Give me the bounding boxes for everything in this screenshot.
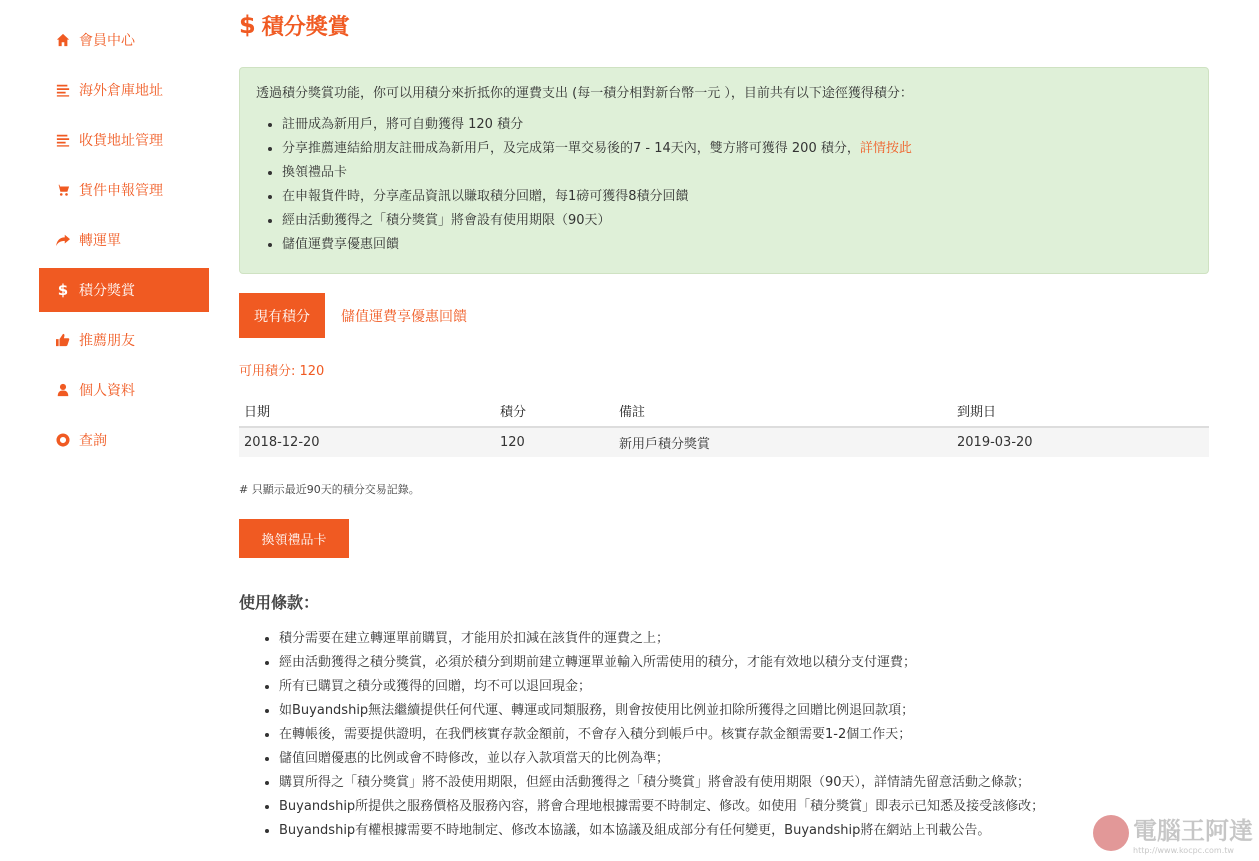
cart-icon [55, 182, 71, 198]
terms-list [279, 627, 1209, 843]
list-item: • 在轉帳後，需要提供證明，在我們核實存款金額前，不會存入積分到帳戶中。核實存款金額需要1-2個工作天； [279, 723, 1209, 747]
redeem-gift-card-button[interactable]: 換領禮品卡 [239, 519, 349, 558]
column-header-remarks: 備註 [614, 395, 952, 427]
list-item: • 儲值運費享優惠回饋 [282, 233, 1192, 257]
sidebar-item-label: 會員中心 [79, 33, 135, 49]
info-list [282, 113, 1192, 257]
list-item [282, 137, 1192, 161]
list-item: • 所有已購買之積分或獲得的回贈，均不可以退回現金； [279, 675, 1209, 699]
sidebar-item-forwarding[interactable] [39, 218, 209, 262]
tab-current-points[interactable]: 現有積分 [239, 293, 325, 338]
list-item: • 經由活動獲得之「積分獎賞」將會設有使用期限（90天） [282, 209, 1192, 233]
table-row [239, 427, 1209, 457]
sidebar-item-label: 查詢 [79, 433, 107, 449]
sidebar-item-refer-friend[interactable] [39, 318, 209, 362]
cell-expiry: 2019-03-20 [952, 427, 1209, 457]
column-header-points: 積分 [495, 395, 614, 427]
cell-points: 120 [495, 427, 614, 457]
sidebar-item-overseas-warehouse[interactable] [39, 68, 209, 112]
cell-remarks: 新用戶積分獎賞 [614, 427, 952, 457]
details-link[interactable]: 詳情按此 [859, 141, 912, 156]
share-icon [55, 232, 71, 248]
list-item: • Buyandship所提供之服務價格及服務內容，將會合理地根據需要不時制定、修改。如使用「積分獎賞」即表示已知悉及接受該修改； [279, 795, 1209, 819]
list-item: • 註冊成為新用戶，將可自動獲得 120 積分 [282, 113, 1192, 137]
thumbs-up-icon [55, 332, 71, 348]
info-box [239, 67, 1209, 274]
sidebar-item-label: 轉運單 [79, 233, 121, 249]
watermark-logo-icon [1093, 815, 1129, 851]
list-item: • 積分需要在建立轉運單前購買，才能用於扣減在該貨件的運費之上； [279, 627, 1209, 651]
info-intro: 透過積分獎賞功能，你可以用積分來折抵你的運費支出 (每一積分相對新台幣一元 ），目前共有以下途徑獲得積分： [256, 86, 913, 101]
tab-bar [239, 293, 1209, 338]
sidebar-item-member-center[interactable] [39, 18, 209, 62]
sidebar-item-shipment-declaration[interactable] [39, 168, 209, 212]
tab-topup-rewards[interactable]: 儲值運費享優惠回饋 [341, 308, 467, 325]
sidebar-item-address-management[interactable] [39, 118, 209, 162]
terms-title: 使用條款： [239, 593, 320, 612]
main-content [239, 0, 1209, 843]
available-points: 可用積分: 120 [239, 364, 325, 379]
home-icon [55, 32, 71, 48]
terms-section [239, 590, 1209, 843]
sidebar-item-label: 海外倉庫地址 [79, 83, 163, 99]
sidebar-item-points-reward[interactable] [39, 268, 209, 312]
page-title [239, 10, 1209, 40]
user-icon [55, 382, 71, 398]
list-item: • 換領禮品卡 [282, 161, 1192, 185]
sidebar-item-inquiry[interactable] [39, 418, 209, 462]
dollar-icon: $ [57, 281, 69, 299]
points-table [239, 395, 1209, 457]
sidebar [39, 18, 209, 468]
list-icon [55, 82, 71, 98]
watermark-url: http://www.kocpc.com.tw [1133, 846, 1234, 855]
list-item: • Buyandship有權根據需要不時地制定、修改本協議，如本協議及組成部分有任何變更，Buyandship將在網站上刊載公告。 [279, 819, 1209, 843]
table-note: # 只顯示最近90天的積分交易記錄。 [239, 483, 420, 496]
list-item: • 如Buyandship無法繼續提供任何代運、轉運或同類服務，則會按使用比例並扣除所獲得之回贈比例退回款項； [279, 699, 1209, 723]
sidebar-item-label: 積分獎賞 [79, 283, 135, 299]
column-header-date: 日期 [239, 395, 495, 427]
table-header-row [239, 395, 1209, 427]
list-item: • 經由活動獲得之積分獎賞，必須於積分到期前建立轉運單並輸入所需使用的積分，才能有效地以積分支付運費； [279, 651, 1209, 675]
list-item-text: 分享推薦連結給朋友註冊成為新用戶，及完成第一單交易後的7 - 14天內，雙方將可獲得 200 積分， [282, 141, 860, 156]
page-title-text: 積分獎賞 [261, 14, 350, 40]
watermark [1093, 811, 1253, 855]
sidebar-item-label: 個人資料 [79, 383, 135, 399]
column-header-expiry: 到期日 [952, 395, 1209, 427]
list-icon [55, 132, 71, 148]
sidebar-item-label: 收貨地址管理 [79, 133, 163, 149]
watermark-text: 電腦王阿達 [1133, 817, 1253, 845]
list-item: • 在申報貨件時，分享產品資訊以賺取積分回贈，每1磅可獲得8積分回饋 [282, 185, 1192, 209]
list-item: • 儲值回贈優惠的比例或會不時修改，並以存入款項當天的比例為準； [279, 747, 1209, 771]
sidebar-item-label: 推薦朋友 [79, 333, 135, 349]
lifebuoy-icon [55, 432, 71, 448]
sidebar-item-label: 貨件申報管理 [79, 183, 163, 199]
list-item: • 購買所得之「積分獎賞」將不設使用期限，但經由活動獲得之「積分獎賞」將會設有使用期限（90天），詳情請先留意活動之條款； [279, 771, 1209, 795]
sidebar-item-profile[interactable] [39, 368, 209, 412]
cell-date: 2018-12-20 [239, 427, 495, 457]
dollar-icon: $ [239, 11, 256, 39]
